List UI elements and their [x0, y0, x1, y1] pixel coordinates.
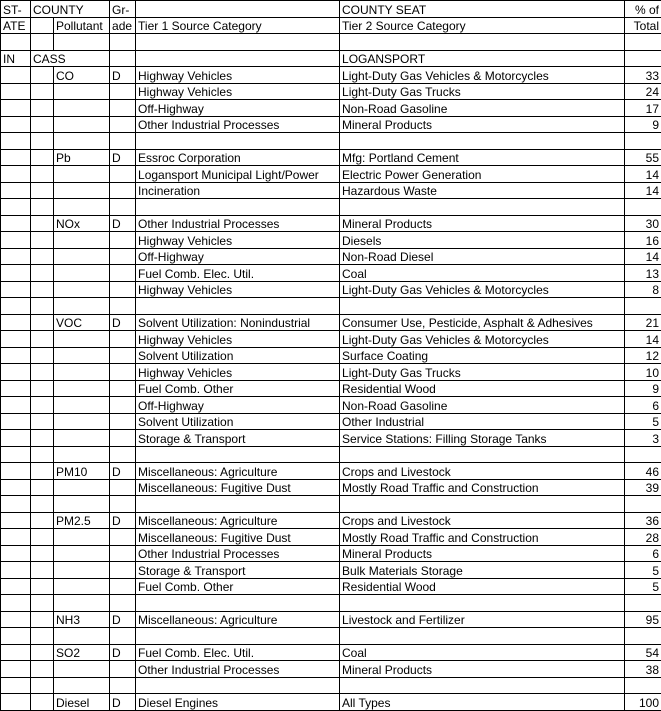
- tier2-cell: Bulk Materials Storage: [340, 562, 625, 579]
- data-row: [1, 314, 661, 331]
- percent-cell: 3: [625, 430, 661, 447]
- grade-cell: [110, 265, 136, 282]
- pollutant-cell: SO2: [54, 644, 110, 661]
- pollutant-cell: [54, 232, 110, 249]
- state-cell: [1, 397, 31, 414]
- percent-cell: 14: [625, 166, 661, 183]
- tier1-cell: Solvent Utilization: Nonindustrial: [136, 314, 340, 331]
- pollutant-cell: [54, 248, 110, 265]
- header-blank-cell: [136, 1, 340, 18]
- emissions-table-body: [1, 1, 661, 711]
- percent-cell: 54: [625, 644, 661, 661]
- county-cell: [31, 644, 54, 661]
- county-cell: [31, 215, 54, 232]
- tier1-cell: Fuel Comb. Elec. Util.: [136, 644, 340, 661]
- county-cell: [31, 611, 54, 628]
- grade-cell: [110, 331, 136, 348]
- grade-cell: [110, 430, 136, 447]
- county-cell: [31, 331, 54, 348]
- pollutant-cell: Pb: [54, 149, 110, 166]
- county-cell: [31, 314, 54, 331]
- tier2-cell: Mineral Products: [340, 545, 625, 562]
- county-cell: [31, 413, 54, 430]
- data-row: [1, 545, 661, 562]
- tier1-cell: Highway Vehicles: [136, 232, 340, 249]
- tier1-cell: Other Industrial Processes: [136, 215, 340, 232]
- percent-cell: 8: [625, 281, 661, 298]
- grade-cell: D: [110, 314, 136, 331]
- state-cell: [1, 265, 31, 282]
- data-row: [1, 67, 661, 84]
- tier2-cell: Non-Road Gasoline: [340, 100, 625, 117]
- pollutant-cell: [54, 413, 110, 430]
- spacer-row: [1, 199, 661, 216]
- grade-cell: D: [110, 611, 136, 628]
- grade-cell: [110, 529, 136, 546]
- tier2-cell: Service Stations: Filling Storage Tanks: [340, 430, 625, 447]
- spacer-row: [1, 595, 661, 612]
- header-row: [1, 1, 661, 18]
- pollutant-cell: [54, 100, 110, 117]
- county-cell: [31, 67, 54, 84]
- percent-cell: 24: [625, 83, 661, 100]
- tier2-cell: Crops and Livestock: [340, 463, 625, 480]
- header-row: [1, 17, 661, 34]
- grade-cell: D: [110, 149, 136, 166]
- tier2-cell: Hazardous Waste: [340, 182, 625, 199]
- percent-cell: 14: [625, 182, 661, 199]
- state-cell: [1, 463, 31, 480]
- state-cell: [1, 215, 31, 232]
- header-percent-cell: % of: [625, 1, 661, 18]
- county-cell: [31, 512, 54, 529]
- tier2-cell: Surface Coating: [340, 347, 625, 364]
- state-cell: [1, 347, 31, 364]
- data-row: [1, 100, 661, 117]
- data-row: [1, 83, 661, 100]
- county-cell: [31, 182, 54, 199]
- tier2-cell: Residential Wood: [340, 578, 625, 595]
- county-cell: [31, 149, 54, 166]
- pollutant-cell: [54, 397, 110, 414]
- header-blank-cell: [31, 17, 54, 34]
- header-state-cell: ATE: [1, 17, 31, 34]
- tier2-cell: Light-Duty Gas Vehicles & Motorcycles: [340, 331, 625, 348]
- state-cell: [1, 364, 31, 381]
- tier2-cell: Mineral Products: [340, 215, 625, 232]
- tier1-cell: Other Industrial Processes: [136, 661, 340, 678]
- state-cell: [1, 578, 31, 595]
- grade-cell: [110, 413, 136, 430]
- state-cell: [1, 529, 31, 546]
- percent-cell: 38: [625, 661, 661, 678]
- header-county-cell: COUNTY: [31, 1, 110, 18]
- tier1-cell: Fuel Comb. Other: [136, 578, 340, 595]
- tier1-cell: Fuel Comb. Elec. Util.: [136, 265, 340, 282]
- tier2-cell: Light-Duty Gas Trucks: [340, 83, 625, 100]
- pollutant-cell: [54, 265, 110, 282]
- tier2-cell: Livestock and Fertilizer: [340, 611, 625, 628]
- state-cell: [1, 232, 31, 249]
- county-cell: [31, 397, 54, 414]
- tier2-cell: Light-Duty Gas Vehicles & Motorcycles: [340, 281, 625, 298]
- data-row: [1, 364, 661, 381]
- tier2-cell: Non-Road Gasoline: [340, 397, 625, 414]
- grade-cell: D: [110, 463, 136, 480]
- pollutant-cell: CO: [54, 67, 110, 84]
- grade-cell: [110, 116, 136, 133]
- percent-cell: 6: [625, 545, 661, 562]
- percent-cell: 5: [625, 562, 661, 579]
- grade-cell: [110, 100, 136, 117]
- data-row: [1, 430, 661, 447]
- percent-cell: 9: [625, 116, 661, 133]
- grade-cell: D: [110, 694, 136, 711]
- tier1-cell: Storage & Transport: [136, 430, 340, 447]
- county-cell: [31, 562, 54, 579]
- tier1-cell: Highway Vehicles: [136, 364, 340, 381]
- data-row: [1, 529, 661, 546]
- grade-cell: [110, 397, 136, 414]
- pollutant-cell: [54, 347, 110, 364]
- state-cell: [1, 413, 31, 430]
- state-cell: [1, 331, 31, 348]
- tier2-cell: Light-Duty Gas Trucks: [340, 364, 625, 381]
- data-row: [1, 116, 661, 133]
- tier1-cell: Other Industrial Processes: [136, 545, 340, 562]
- tier1-cell: Solvent Utilization: [136, 413, 340, 430]
- county-cell: [31, 364, 54, 381]
- tier1-cell: Off-Highway: [136, 100, 340, 117]
- percent-cell: 13: [625, 265, 661, 282]
- state-cell: [1, 545, 31, 562]
- tier2-cell: Other Industrial: [340, 413, 625, 430]
- tier1-cell: Essroc Corporation: [136, 149, 340, 166]
- header-tier1-cell: Tier 1 Source Category: [136, 17, 340, 34]
- location-row: [1, 50, 661, 67]
- state-cell: [1, 100, 31, 117]
- county-cell: CASS: [31, 50, 110, 67]
- tier1-cell: Miscellaneous: Agriculture: [136, 463, 340, 480]
- county-cell: [31, 100, 54, 117]
- county-cell: [31, 116, 54, 133]
- county-cell: [31, 265, 54, 282]
- spacer-row: [1, 446, 661, 463]
- grade-cell: [110, 380, 136, 397]
- tier1-cell: Logansport Municipal Light/Power: [136, 166, 340, 183]
- spacer-row: [1, 34, 661, 51]
- tier2-cell: Mfg: Portland Cement: [340, 149, 625, 166]
- county-cell: [31, 578, 54, 595]
- tier2-cell: Mostly Road Traffic and Construction: [340, 479, 625, 496]
- tier1-cell: Highway Vehicles: [136, 67, 340, 84]
- pollutant-cell: [54, 578, 110, 595]
- header-state-cell: ST-: [1, 1, 31, 18]
- state-cell: [1, 281, 31, 298]
- county-cell: [31, 248, 54, 265]
- state-cell: [1, 562, 31, 579]
- state-cell: [1, 611, 31, 628]
- state-cell: [1, 67, 31, 84]
- data-row: [1, 265, 661, 282]
- pollutant-cell: [54, 529, 110, 546]
- percent-cell: 12: [625, 347, 661, 364]
- tier1-cell: Diesel Engines: [136, 694, 340, 711]
- data-row: [1, 166, 661, 183]
- percent-cell: 5: [625, 413, 661, 430]
- state-cell: [1, 182, 31, 199]
- data-row: [1, 413, 661, 430]
- spacer-row: [1, 496, 661, 513]
- pollutant-cell: [54, 182, 110, 199]
- tier1-cell: Miscellaneous: Fugitive Dust: [136, 479, 340, 496]
- pollutant-cell: Diesel: [54, 694, 110, 711]
- percent-cell: 21: [625, 314, 661, 331]
- pollutant-cell: [54, 364, 110, 381]
- county-cell: [31, 281, 54, 298]
- state-cell: IN: [1, 50, 31, 67]
- state-cell: [1, 83, 31, 100]
- county-seat-cell: LOGANSPORT: [340, 50, 625, 67]
- data-row: [1, 215, 661, 232]
- county-cell: [31, 545, 54, 562]
- tier1-cell: Miscellaneous: Agriculture: [136, 512, 340, 529]
- pollutant-cell: [54, 116, 110, 133]
- header-county-seat-cell: COUNTY SEAT: [340, 1, 625, 18]
- grade-cell: D: [110, 215, 136, 232]
- county-cell: [31, 529, 54, 546]
- grade-cell: [110, 661, 136, 678]
- state-cell: [1, 166, 31, 183]
- state-cell: [1, 430, 31, 447]
- pollutant-cell: NOx: [54, 215, 110, 232]
- pollutant-cell: [54, 430, 110, 447]
- data-row: [1, 694, 661, 711]
- header-total-cell: Total: [625, 17, 661, 34]
- pollutant-cell: PM2.5: [54, 512, 110, 529]
- tier2-cell: Mineral Products: [340, 116, 625, 133]
- grade-cell: [110, 347, 136, 364]
- grade-cell: D: [110, 644, 136, 661]
- pollutant-cell: [54, 545, 110, 562]
- percent-cell: 36: [625, 512, 661, 529]
- data-row: [1, 479, 661, 496]
- data-row: [1, 463, 661, 480]
- tier1-cell: Miscellaneous: Fugitive Dust: [136, 529, 340, 546]
- tier2-cell: Residential Wood: [340, 380, 625, 397]
- county-cell: [31, 694, 54, 711]
- state-cell: [1, 479, 31, 496]
- pollutant-cell: [54, 380, 110, 397]
- data-row: [1, 562, 661, 579]
- state-cell: [1, 694, 31, 711]
- data-row: [1, 661, 661, 678]
- percent-cell: 17: [625, 100, 661, 117]
- percent-cell: 39: [625, 479, 661, 496]
- spacer-row: [1, 677, 661, 694]
- tier2-cell: Mostly Road Traffic and Construction: [340, 529, 625, 546]
- state-cell: [1, 314, 31, 331]
- tier2-cell: Crops and Livestock: [340, 512, 625, 529]
- state-cell: [1, 661, 31, 678]
- percent-cell: 55: [625, 149, 661, 166]
- data-row: [1, 644, 661, 661]
- data-row: [1, 380, 661, 397]
- tier2-cell: Coal: [340, 265, 625, 282]
- header-pollutant-cell: Pollutant: [54, 17, 110, 34]
- tier1-cell: Off-Highway: [136, 248, 340, 265]
- data-row: [1, 397, 661, 414]
- tier1-cell: Off-Highway: [136, 397, 340, 414]
- percent-cell: 95: [625, 611, 661, 628]
- county-cell: [31, 380, 54, 397]
- percent-cell: 10: [625, 364, 661, 381]
- state-cell: [1, 248, 31, 265]
- grade-cell: [110, 578, 136, 595]
- county-cell: [31, 661, 54, 678]
- tier2-cell: All Types: [340, 694, 625, 711]
- tier2-cell: Consumer Use, Pesticide, Asphalt & Adhesives: [340, 314, 625, 331]
- pollutant-cell: [54, 83, 110, 100]
- tier1-cell: Highway Vehicles: [136, 281, 340, 298]
- data-row: [1, 331, 661, 348]
- state-cell: [1, 512, 31, 529]
- spacer-row: [1, 298, 661, 315]
- pollutant-cell: NH3: [54, 611, 110, 628]
- pollutant-cell: VOC: [54, 314, 110, 331]
- percent-cell: 46: [625, 463, 661, 480]
- grade-cell: [110, 182, 136, 199]
- grade-cell: [110, 479, 136, 496]
- grade-cell: [110, 281, 136, 298]
- grade-cell: [110, 83, 136, 100]
- spacer-row: [1, 628, 661, 645]
- data-row: [1, 182, 661, 199]
- data-row: [1, 611, 661, 628]
- percent-cell: 5: [625, 578, 661, 595]
- tier1-cell: Solvent Utilization: [136, 347, 340, 364]
- percent-cell: 14: [625, 248, 661, 265]
- county-cell: [31, 479, 54, 496]
- tier1-cell: Incineration: [136, 182, 340, 199]
- tier1-cell: Fuel Comb. Other: [136, 380, 340, 397]
- county-cell: [31, 83, 54, 100]
- percent-cell: 28: [625, 529, 661, 546]
- data-row: [1, 578, 661, 595]
- percent-cell: 16: [625, 232, 661, 249]
- state-cell: [1, 644, 31, 661]
- grade-cell: [110, 248, 136, 265]
- tier2-cell: Coal: [340, 644, 625, 661]
- state-cell: [1, 380, 31, 397]
- grade-cell: [110, 364, 136, 381]
- spacer-row: [1, 133, 661, 150]
- pollutant-cell: [54, 166, 110, 183]
- data-row: [1, 248, 661, 265]
- grade-cell: [110, 166, 136, 183]
- grade-cell: [110, 545, 136, 562]
- header-grade-cell: Gr-: [110, 1, 136, 18]
- tier1-cell: Other Industrial Processes: [136, 116, 340, 133]
- grade-cell: D: [110, 512, 136, 529]
- data-row: [1, 347, 661, 364]
- percent-cell: 9: [625, 380, 661, 397]
- data-row: [1, 232, 661, 249]
- tier2-cell: Electric Power Generation: [340, 166, 625, 183]
- tier1-cell: Highway Vehicles: [136, 331, 340, 348]
- pollutant-cell: [54, 479, 110, 496]
- state-cell: [1, 116, 31, 133]
- tier1-cell: Highway Vehicles: [136, 83, 340, 100]
- header-tier2-cell: Tier 2 Source Category: [340, 17, 625, 34]
- pollutant-cell: [54, 562, 110, 579]
- percent-cell: 14: [625, 331, 661, 348]
- pollutant-cell: [54, 331, 110, 348]
- tier1-cell: Miscellaneous: Agriculture: [136, 611, 340, 628]
- county-cell: [31, 430, 54, 447]
- grade-cell: [110, 232, 136, 249]
- grade-cell: D: [110, 67, 136, 84]
- grade-cell: [110, 562, 136, 579]
- tier2-cell: Non-Road Diesel: [340, 248, 625, 265]
- pollutant-cell: [54, 281, 110, 298]
- tier1-cell: Storage & Transport: [136, 562, 340, 579]
- percent-cell: 100: [625, 694, 661, 711]
- data-row: [1, 281, 661, 298]
- data-row: [1, 512, 661, 529]
- pollutant-cell: [54, 661, 110, 678]
- percent-cell: 6: [625, 397, 661, 414]
- tier2-cell: Mineral Products: [340, 661, 625, 678]
- data-row: [1, 149, 661, 166]
- percent-cell: 33: [625, 67, 661, 84]
- county-cell: [31, 347, 54, 364]
- state-cell: [1, 149, 31, 166]
- tier2-cell: Diesels: [340, 232, 625, 249]
- pollutant-cell: PM10: [54, 463, 110, 480]
- county-cell: [31, 232, 54, 249]
- header-grade-cell: ade: [110, 17, 136, 34]
- county-cell: [31, 463, 54, 480]
- county-cell: [31, 166, 54, 183]
- percent-cell: 30: [625, 215, 661, 232]
- tier2-cell: Light-Duty Gas Vehicles & Motorcycles: [340, 67, 625, 84]
